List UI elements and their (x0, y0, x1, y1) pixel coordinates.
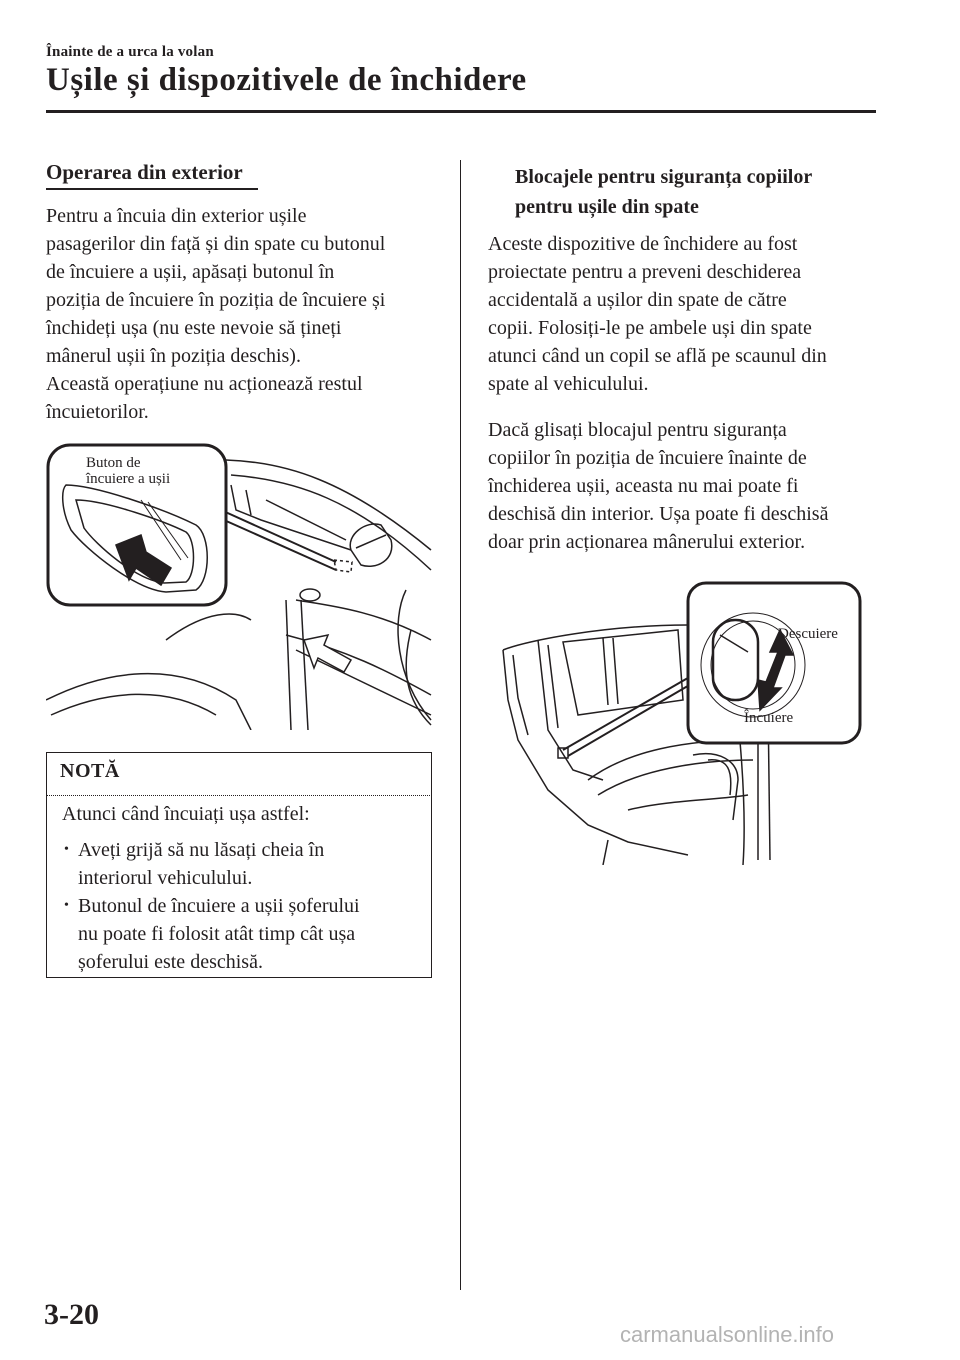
exterior-operation-paragraph: Pentru a încuia din exterior ușile pasagerilor din față și din spate cu butonul de încuiere a ușii, apăsați butonul în poziția de încuiere în poziția de încuiere și închideți ușa (nu este nevoie să țineți mânerul ușii în poziția deschis). Această operațiune nu acționează restul încuietorilor. (46, 205, 386, 423)
note-item: • Butonul de încuiere a ușii șoferului nu poate fi folosit atât timp cât ușa șoferului este deschisă. (64, 895, 360, 973)
note-separator (46, 795, 432, 796)
subheading-exterior-operation: Operarea din exterior (46, 160, 243, 184)
watermark: carmanualsonline.info (620, 1322, 835, 1347)
note-title: NOTĂ (60, 760, 120, 782)
label-lock: Încuiere (744, 710, 794, 726)
child-safety-lock-illustration (488, 580, 868, 865)
section-label: Înainte de a urca la volan (46, 44, 214, 60)
child-safety-paragraph-2: Dacă glisați blocajul pentru siguranța copiilor în poziția de încuiere înainte de închiderea ușii, aceasta nu mai poate fi deschisă din interior. Ușa poate fi deschisă doar prin acționarea mânerului exterior. (488, 419, 829, 553)
note-item-text: Aveți grijă să nu lăsați cheia în interiorul vehiculului. (78, 839, 325, 889)
label-unlock: Descuiere (778, 626, 838, 642)
door-lock-button-illustration (46, 440, 436, 730)
page-number: 3-20 (44, 1298, 99, 1331)
note-intro: Atunci când încuiați ușa astfel: (62, 803, 310, 825)
note-item-text: Butonul de încuiere a ușii șoferului nu poate fi folosit atât timp cât ușa șoferului este deschisă. (78, 895, 360, 973)
note-list (62, 836, 422, 976)
child-safety-locks-heading: Blocajele pentru siguranța copiilor pentru ușile din spate (515, 166, 813, 218)
note-item: • Aveți grijă să nu lăsați cheia în interiorul vehiculului. (64, 839, 325, 889)
title-rule (46, 110, 876, 113)
column-divider (460, 160, 461, 1290)
figure-label-line1: Buton de (86, 455, 141, 471)
child-safety-paragraph-1: Aceste dispozitive de închidere au fost proiectate pentru a preveni deschiderea accidentală a ușilor din spate de către copii. Folosiți-le pe ambele uși din spate atunci când un copil se află pe scaunul din spate al vehiculului. (488, 233, 827, 395)
figure-label-line2: încuiere a ușii (86, 471, 171, 487)
chapter-title: Ușile și dispozitivele de închidere (46, 62, 527, 98)
subheading-underline (46, 188, 258, 190)
